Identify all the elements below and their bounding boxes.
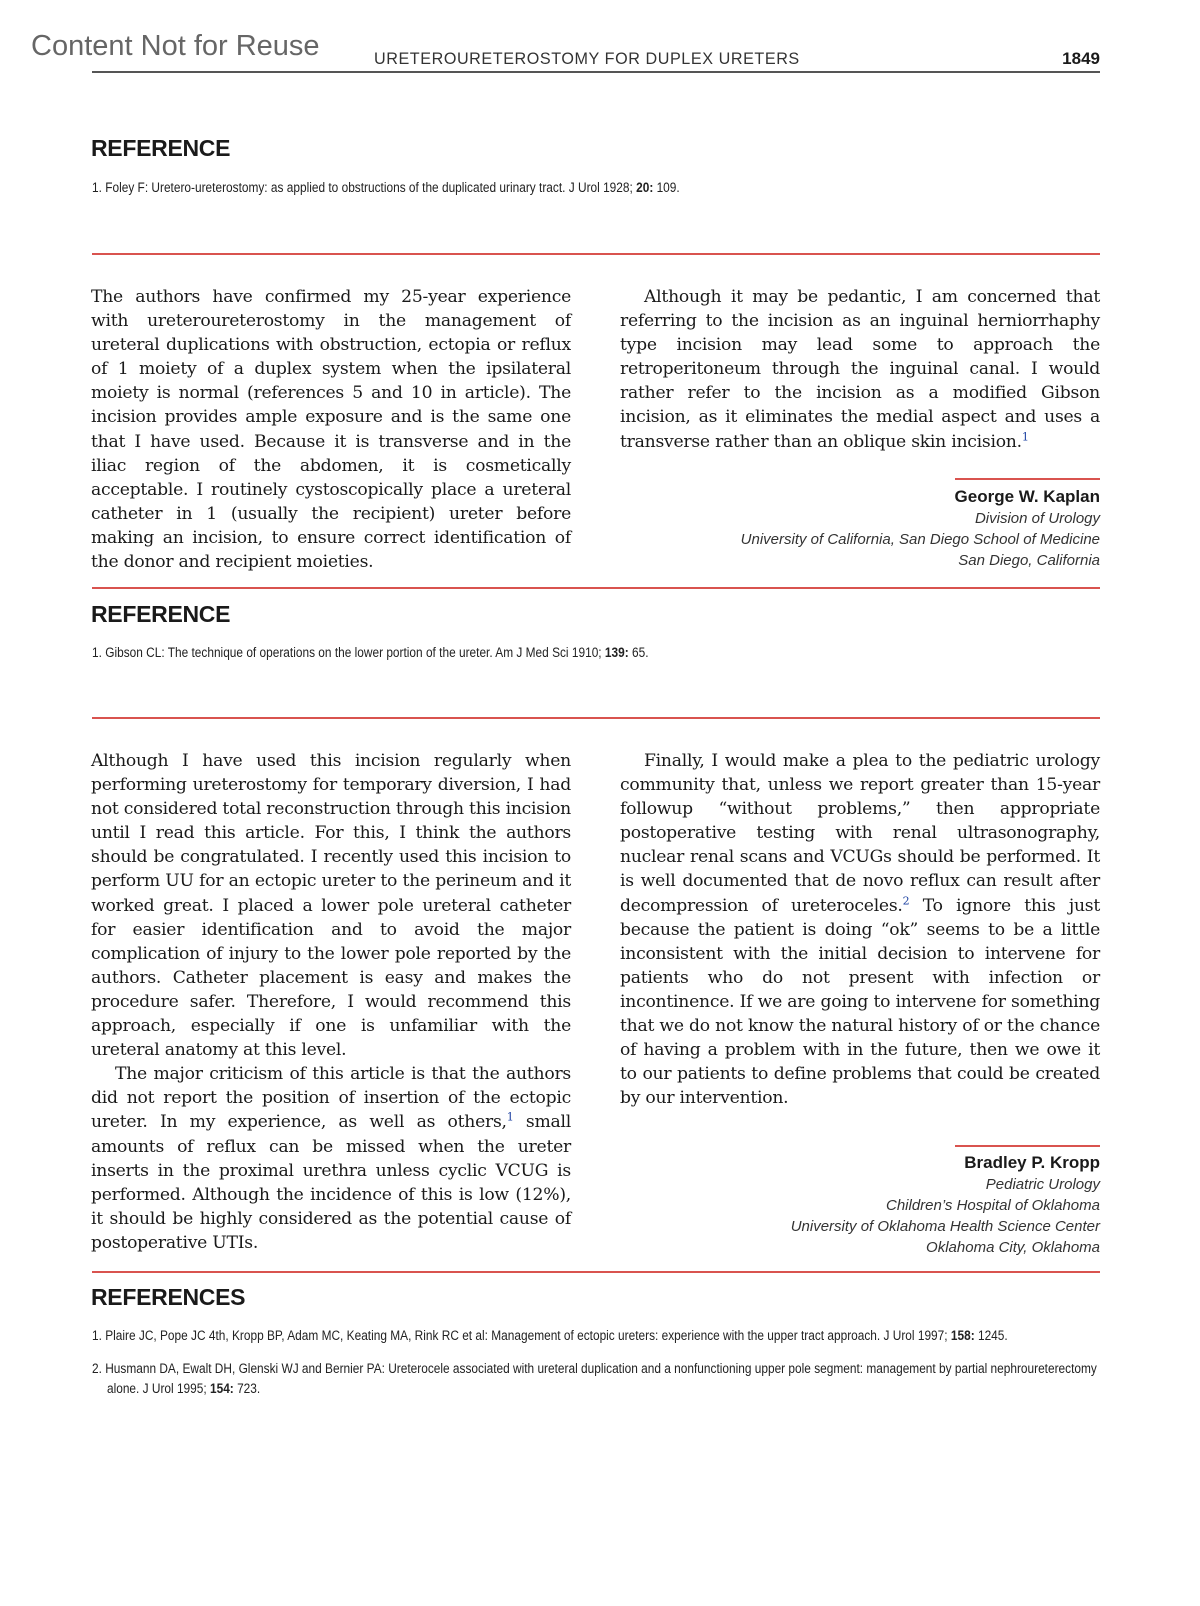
reference-item — [92, 1359, 1115, 1399]
body-text: To ignore this just because the patient is doing “ok” seems to be a little inconsistent with the initial decision to intervene for patients who do not present with infection or incontinence. If we are going to intervene for something that we do not know the natural history of or the chance of having a problem with in the future, then we owe it to our patients to define problems that could be created by our intervention. — [620, 895, 1100, 1109]
affiliation-line: Oklahoma City, Oklahoma — [926, 1239, 1100, 1256]
body-paragraph — [620, 749, 1100, 1110]
reference-heading: REFERENCE — [91, 135, 231, 161]
reference-text: 1. Gibson CL: The technique of operations on the lower portion of the ureter. Am J Med Sci 1910; — [92, 645, 605, 660]
comment1-left-column — [91, 285, 571, 574]
reference-list — [92, 1326, 1097, 1399]
body-text: small amounts of reflux can be missed when the ureter inserts in the proximal urethra unless cyclic VCUG is performed. Although the incidence of this is low (12%), it should be highly considered as the potential cause of postoperative UTIs. — [91, 1112, 571, 1253]
reference-item — [92, 178, 1115, 198]
reference-text: 2. Husmann DA, Ewalt DH, Glenski WJ and Bernier PA: Ureterocele associated with ureteral duplication and a nonfunctioning upper pole segment: management by partial nephroureterectomy alone. J Urol 1995; — [92, 1361, 1097, 1396]
body-text: Although it may be pedantic, I am concerned that referring to the incision as an inguinal herniorrhaphy type incision may lead some to approach the retroperitoneum through the inguinal canal. I would rather refer to the incision as a modified Gibson incision, as it eliminates the medial aspect and uses a transverse rather than an oblique skin incision. — [620, 287, 1100, 452]
references-heading: REFERENCES — [91, 1284, 246, 1310]
body-paragraph: The authors have confirmed my 25-year experience with ureteroureterostomy in the management of ureteral duplications with obstruction, ectopia or reflux of 1 moiety of a duplex system when the ipsilateral moiety is normal (references 5 and 10 in article). The incision provides ample exposure and is the same one that I have used. Because it is transverse and in the iliac region of the abdomen, it is cosmetically acceptable. I routinely cystoscopically place a ureteral catheter in 1 (usually the recipient) ureter before making an incision, to ensure correct identification of the donor and recipient moieties. — [91, 287, 571, 573]
affiliation-line: Division of Urology — [974, 510, 1100, 527]
signature-rule — [955, 478, 1100, 480]
reference-volume: 158: — [950, 1328, 975, 1343]
comment2-right-column — [620, 749, 1100, 1110]
affiliation-line: University of Oklahoma Health Science Center — [790, 1218, 1100, 1235]
signature-block — [741, 486, 1100, 571]
watermark: Content Not for Reuse — [31, 30, 320, 62]
reference-pages: 723. — [233, 1381, 261, 1396]
reference-heading: REFERENCE — [91, 601, 231, 627]
running-title: URETEROURETEROSTOMY FOR DUPLEX URETERS — [374, 49, 800, 68]
body-paragraph — [91, 1062, 571, 1255]
page-number: 1849 — [1062, 49, 1100, 68]
section-divider — [92, 1271, 1100, 1273]
reference-volume: 20: — [636, 180, 654, 195]
section-divider — [92, 587, 1100, 589]
reference-text: 1. Plaire JC, Pope JC 4th, Kropp BP, Adam MC, Keating MA, Rink RC et al: Management of ectopic ureters: experience with the upper tract approach. J Urol 1997; — [92, 1328, 951, 1343]
reference-list — [92, 643, 979, 663]
citation-link[interactable]: 1 — [1021, 429, 1029, 443]
signature-block — [791, 1152, 1100, 1258]
affiliation-line: Pediatric Urology — [985, 1176, 1100, 1193]
affiliation-line: San Diego, California — [958, 552, 1100, 569]
reference-text: 1. Foley F: Uretero-ureterostomy: as applied to obstructions of the duplicated urinary tract. J Urol 1928; — [92, 180, 637, 195]
reference-volume: 154: — [209, 1381, 234, 1396]
signature-rule — [955, 1145, 1100, 1147]
author-name: Bradley P. Kropp — [964, 1153, 1100, 1172]
body-text: Finally, I would make a plea to the pediatric urology community that, unless we report greater than 15-year followup “without problems,” then appropriate postoperative testing with renal ultrasonography, nuclear renal scans and VCUGs should be performed. It is well documented that de novo reflux can result after decompression of ureteroceles. — [620, 751, 1100, 916]
reference-pages: 109. — [653, 180, 680, 195]
citation-link[interactable]: 2 — [902, 893, 910, 907]
reference-list — [92, 178, 979, 198]
body-paragraph — [620, 285, 1100, 454]
comment2-left-column — [91, 749, 571, 1255]
citation-link[interactable]: 1 — [506, 1110, 514, 1124]
author-name: George W. Kaplan — [954, 487, 1100, 506]
section-divider — [92, 253, 1100, 255]
reference-item — [92, 1326, 1115, 1346]
reference-pages: 65. — [628, 645, 649, 660]
header-rule — [92, 71, 1100, 73]
affiliation-line: Children’s Hospital of Oklahoma — [886, 1197, 1100, 1214]
body-text: The major criticism of this article is that the authors did not report the position of insertion of the ectopic ureter. In my experience, as well as others, — [91, 1064, 571, 1133]
reference-pages: 1245. — [974, 1328, 1008, 1343]
affiliation-line: University of California, San Diego School of Medicine — [740, 531, 1100, 548]
body-paragraph: Although I have used this incision regularly when performing ureterostomy for temporary diversion, I had not considered total reconstruction through this incision until I read this article. For this, I think the authors should be congratulated. I recently used this incision to perform UU for an ectopic ureter to the perineum and it worked great. I placed a lower pole ureteral catheter for easier identification and to avoid the major complication of injury to the lower pole reported by the authors. Catheter placement is easy and makes the procedure safer. Therefore, I would recommend this approach, especially if one is unfamiliar with the ureteral anatomy at this level. — [91, 751, 571, 1061]
section-divider — [92, 717, 1100, 719]
reference-item — [92, 643, 1115, 663]
reference-volume: 139: — [604, 645, 629, 660]
comment1-right-column — [620, 285, 1100, 454]
